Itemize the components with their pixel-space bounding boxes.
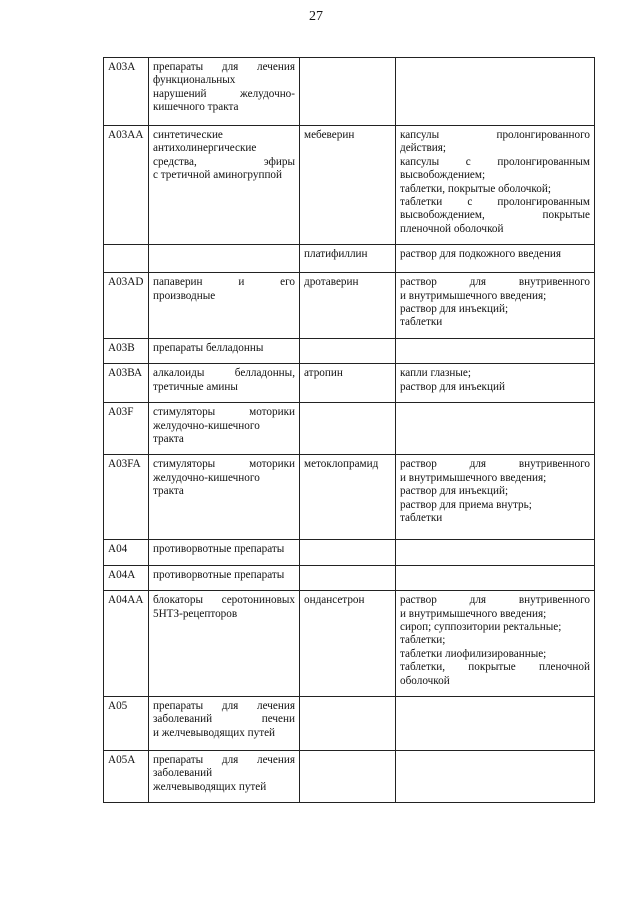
pharmacological-group-cell (149, 364, 300, 403)
group-text-line: желчевыводящих путей (153, 780, 267, 793)
group-text-line: заболеваний печени (153, 713, 295, 726)
atc-code-cell: А04 (104, 540, 149, 565)
dosage-forms-cell (396, 364, 595, 403)
atc-code-cell: А04АА (104, 591, 149, 697)
drug-name-cell: платифиллин (300, 245, 396, 273)
dosage-form-line: и внутримышечного введения; (400, 607, 547, 620)
group-text-line: тракта (153, 485, 184, 498)
dosage-forms-cell (396, 540, 595, 565)
dosage-form-line: высвобождением; (400, 169, 486, 182)
drug-name-cell: дротаверин (300, 273, 396, 339)
atc-code-cell: А03АА (104, 126, 149, 245)
group-text-line: с третичной аминогруппой (153, 169, 283, 182)
dosage-form-line: сироп; суппозитории ректальные; (400, 620, 562, 633)
atc-code-cell: А03А (104, 58, 149, 126)
dosage-forms-cell (396, 403, 595, 455)
group-text-line: желудочно-кишечного (153, 419, 260, 432)
dosage-form-line: таблетки, покрытые пленочной (400, 661, 590, 674)
group-text-line: и желчевыводящих путей (153, 726, 276, 739)
dosage-form-line: раствор для инъекций (400, 380, 505, 393)
table-row (104, 455, 595, 540)
dosage-form-line: высвобождением, покрытые (400, 209, 590, 222)
atc-code-cell: А05 (104, 696, 149, 750)
pharmacological-group-cell (149, 58, 300, 126)
group-text-line: кишечного тракта (153, 101, 239, 114)
dosage-form-line: капли глазные; (400, 367, 472, 380)
drug-name-cell: мебеверин (300, 126, 396, 245)
table-row (104, 750, 595, 802)
pharmacological-group-cell (149, 565, 300, 590)
dosage-forms-cell (396, 273, 595, 339)
group-text-line: препараты для лечения (153, 61, 295, 73)
group-text-line: средства, эфиры (153, 155, 295, 168)
drug-name-cell (300, 696, 396, 750)
table-row (104, 338, 595, 363)
dosage-form-line: раствор для инъекций; (400, 303, 509, 316)
atc-code-cell: А04А (104, 565, 149, 590)
dosage-form-line: таблетки (400, 316, 443, 329)
page-number: 27 (309, 9, 323, 24)
dosage-form-line: действия; (400, 142, 447, 155)
drug-name-cell: атропин (300, 364, 396, 403)
dosage-form-line: оболочкой (400, 674, 450, 687)
group-text-line: 5НТЗ-рецепторов (153, 607, 238, 620)
table-row (104, 273, 595, 339)
table-row (104, 591, 595, 697)
group-text-line: препараты белладонны (153, 341, 264, 354)
pharmacological-group-cell (149, 403, 300, 455)
pharmacological-group-cell (149, 338, 300, 363)
group-text-line: антихолинергические (153, 142, 257, 155)
group-text-line: тракта (153, 432, 184, 445)
dosage-form-line: и внутримышечного введения; (400, 289, 547, 302)
pharmacological-group-cell (149, 750, 300, 802)
dosage-form-line: раствор для внутривенного (400, 458, 590, 471)
group-text-line: третичные амины (153, 380, 238, 393)
dosage-form-line: пленочной оболочкой (400, 222, 504, 235)
table-row (104, 540, 595, 565)
group-text-line: стимуляторы моторики (153, 406, 295, 419)
dosage-form-line: капсулы с пролонгированным (400, 155, 590, 168)
dosage-forms-cell (396, 126, 595, 245)
table-body (104, 58, 595, 803)
group-text-line: заболеваний (153, 767, 213, 780)
table-row (104, 696, 595, 750)
table-row (104, 364, 595, 403)
pharmacological-group-cell (149, 540, 300, 565)
drug-name-cell: ондансетрон (300, 591, 396, 697)
dosage-forms-cell (396, 338, 595, 363)
dosage-form-line: таблетки, покрытые оболочкой; (400, 182, 551, 195)
table-row (104, 126, 595, 245)
group-text-line: производные (153, 289, 216, 302)
dosage-form-line: раствор для внутривенного (400, 276, 590, 289)
atc-code-cell: А03В (104, 338, 149, 363)
table-row (104, 58, 595, 126)
group-text-line: стимуляторы моторики (153, 458, 295, 471)
pharmacological-group-cell (149, 696, 300, 750)
pharmacological-group-cell (149, 245, 300, 273)
atc-code-cell: А03ВА (104, 364, 149, 403)
atc-code-cell: A03FA (104, 455, 149, 540)
dosage-forms-cell (396, 58, 595, 126)
group-text-line: препараты для лечения (153, 699, 295, 712)
dosage-form-line: таблетки лиофилизированные; (400, 647, 547, 660)
pharmacological-group-cell (149, 126, 300, 245)
dosage-forms-cell (396, 591, 595, 697)
dosage-form-line: раствор для приема внутрь; (400, 498, 532, 511)
dosage-form-line: и внутримышечного введения; (400, 471, 547, 484)
drug-name-cell (300, 750, 396, 802)
group-text-line: нарушений желудочно- (153, 87, 295, 100)
atc-code-cell: A03AD (104, 273, 149, 339)
dosage-form-line: раствор для инъекций; (400, 485, 509, 498)
pharmacological-group-cell (149, 273, 300, 339)
dosage-forms-cell (396, 565, 595, 590)
drug-name-cell (300, 338, 396, 363)
table-row (104, 565, 595, 590)
dosage-form-line: таблетки с пролонгированным (400, 196, 590, 209)
group-text-line: папаверин и его (153, 276, 295, 289)
pharmacological-group-cell (149, 591, 300, 697)
group-text-line: алкалоиды белладонны, (153, 367, 295, 380)
dosage-form-line: раствор для подкожного введения (400, 248, 562, 261)
dosage-forms-cell (396, 245, 595, 273)
drug-name-cell: метоклопрамид (300, 455, 396, 540)
dosage-forms-cell (396, 750, 595, 802)
table-row (104, 245, 595, 273)
atc-code-cell: А05А (104, 750, 149, 802)
dosage-forms-cell (396, 696, 595, 750)
group-text-line: противорвотные препараты (153, 543, 285, 556)
drug-name-cell (300, 58, 396, 126)
dosage-forms-cell (396, 455, 595, 540)
drug-name-cell (300, 540, 396, 565)
group-text-line: синтетические (153, 129, 223, 141)
dosage-form-line: раствор для внутривенного (400, 594, 590, 607)
drug-name-cell (300, 565, 396, 590)
group-text-line: противорвотные препараты (153, 568, 285, 581)
dosage-form-line: таблетки (400, 511, 443, 524)
atc-code-cell: A03F (104, 403, 149, 455)
group-text-line: желудочно-кишечного (153, 471, 260, 484)
atc-code-cell (104, 245, 149, 273)
dosage-form-line: капсулы пролонгированного (400, 129, 590, 141)
dosage-form-line: таблетки; (400, 634, 446, 647)
group-text-line: блокаторы серотониновых (153, 594, 295, 607)
group-text-line: препараты для лечения (153, 753, 295, 766)
pharmacological-group-cell (149, 455, 300, 540)
drug-name-cell (300, 403, 396, 455)
table-row (104, 403, 595, 455)
group-text-line: функциональных (153, 74, 236, 87)
drug-classification-table (103, 57, 595, 803)
